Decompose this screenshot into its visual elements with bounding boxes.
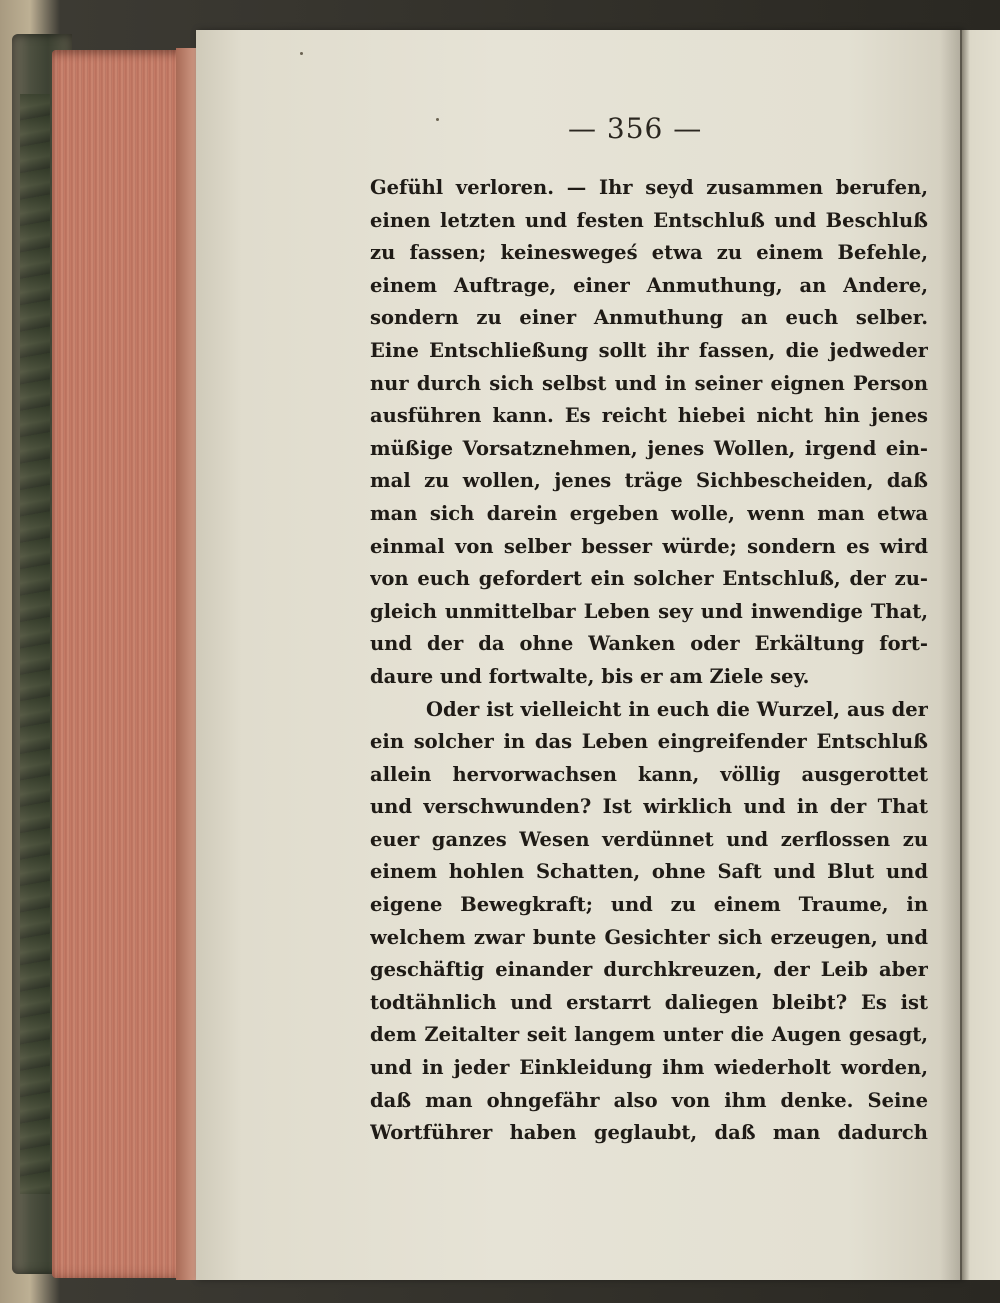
text-line: eigene Bewegkraft; und zu einem Traume, in xyxy=(370,893,928,917)
text-line: mal zu wollen, jenes träge Sichbescheiden, daß xyxy=(370,469,928,493)
text-line: Wortführer haben geglaubt, daß man dadurch xyxy=(370,1121,928,1145)
text-line: todtähnlich und erstarrt daliegen bleibt? Es ist xyxy=(370,990,928,1014)
text-line: und verschwunden? Ist wirklich und in der That xyxy=(370,795,928,819)
text-line: euer ganzes Wesen verdünnet und zerflossen zu xyxy=(370,827,928,851)
text-line: einem Auftrage, einer Anmuthung, an Andere, xyxy=(370,273,928,297)
text-line: dem Zeitalter seit langem unter die Augen gesagt, xyxy=(370,1023,928,1047)
text-line: ausführen kann. Es reicht hiebei nicht hin jenes xyxy=(370,404,928,428)
paper-speck xyxy=(300,52,303,55)
text-line: Oder ist vielleicht in euch die Wurzel, aus der xyxy=(426,697,928,721)
facing-page-edge xyxy=(960,30,1000,1280)
text-line: man sich darein ergeben wolle, wenn man etwa xyxy=(370,501,928,525)
text-line: einen letzten und festen Entschluß und Beschluß xyxy=(370,208,928,232)
page-number: — 356 — xyxy=(568,112,703,145)
text-line: einmal von selber besser würde; sondern es wird xyxy=(370,534,928,558)
text-line: sondern zu einer Anmuthung an euch selber. xyxy=(370,306,928,330)
text-line: und der da ohne Wanken oder Erkältung fort- xyxy=(370,632,928,656)
text-line: zu fassen; keineswegeś etwa zu einem Befehle, xyxy=(370,241,928,265)
text-line: ein solcher in das Leben eingreifender Entschluß xyxy=(370,730,928,754)
paper-speck xyxy=(436,118,439,121)
text-line: daß man ohngefähr also von ihm denke. Seine xyxy=(370,1088,928,1112)
text-line: allein hervorwachsen kann, völlig ausgerottet xyxy=(370,762,928,786)
text-line: geschäftig einander durchkreuzen, der Leib aber xyxy=(370,958,928,982)
text-line: Eine Entschließung sollt ihr fassen, die jedweder xyxy=(370,338,928,362)
text-line: müßige Vorsatznehmen, jenes Wollen, irgend ein- xyxy=(370,436,928,460)
text-line: gleich unmittelbar Leben sey und inwendige That, xyxy=(370,599,928,623)
body-text xyxy=(370,172,928,1150)
text-line: nur durch sich selbst und in seiner eignen Person xyxy=(370,371,928,395)
text-line: von euch gefordert ein solcher Entschluß, der zu- xyxy=(370,567,928,591)
text-line: und in jeder Einkleidung ihm wiederholt worden, xyxy=(370,1056,928,1080)
text-line: daure und fortwalte, bis er am Ziele sey. xyxy=(370,664,810,688)
text-line: welchem zwar bunte Gesichter sich erzeugen, und xyxy=(370,925,928,949)
text-line: einem hohlen Schatten, ohne Saft und Blut und xyxy=(370,860,928,884)
text-line: Gefühl verloren. — Ihr seyd zusammen berufen, xyxy=(370,176,928,199)
